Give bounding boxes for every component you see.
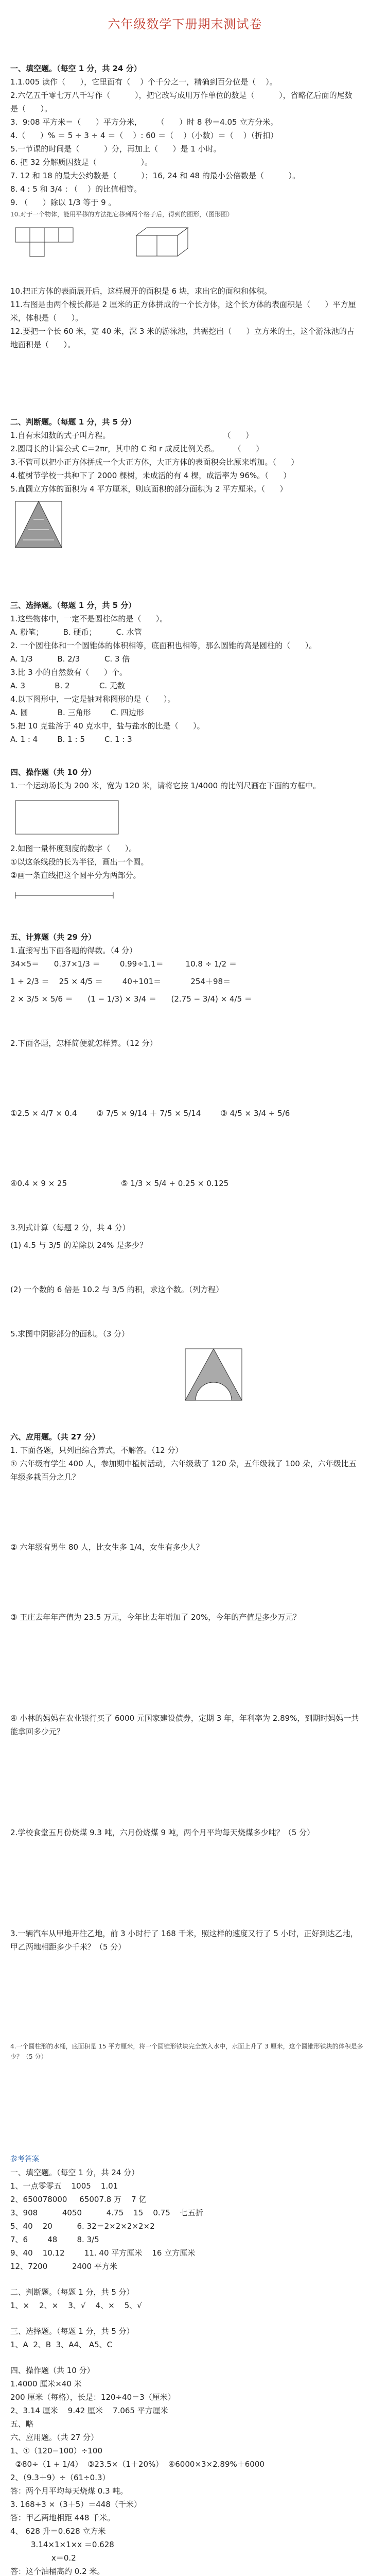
question-options: A. 粉笔； B. 硬币； C. 水管 xyxy=(10,628,142,637)
question-text: 7. 12 和 18 的最大公约数是（ ）；16, 24 和 48 的最小公倍数是（ ）。 xyxy=(10,171,301,180)
question-text: 1.1.005 读作（ ），它里面有（ ）个千分之一，精确到百分位是（ ）。 xyxy=(10,77,277,87)
question-text: 6. 把 32 分解质因数是（ ）。 xyxy=(10,158,153,167)
answers-heading: 参考答案 xyxy=(10,2155,39,2163)
question-text: 2.下面各题，怎样简便就怎样算。（12 分） xyxy=(10,1039,157,1048)
answer-line: 12、7200 2400 平方米 xyxy=(10,2262,117,2271)
figure-row xyxy=(0,496,370,561)
question-text: 12.要把一个长 60 米，宽 40 米，深 3 米的游泳池，共需挖出（ ）立方米的土，这个游泳池的占地面积是（ ）。 xyxy=(10,327,355,349)
answer-section-heading: 三、选择题。（每题 1 分，共 5 分） xyxy=(10,2327,134,2336)
section-operation-heading: 四、操作题（共 10 分） xyxy=(10,768,96,777)
answer-line: 4、 628 升＝0.628 立方米 xyxy=(10,2527,106,2536)
figure-row xyxy=(0,1341,370,1411)
answer-line: 答：甲乙两地相距 448 千米。 xyxy=(10,2513,115,2522)
answer-line: 2、650078000 65007.8 万 7 亿 xyxy=(10,2195,147,2204)
answer-line: 3、908 4050 4.75 15 0.75 七五折 xyxy=(10,2208,203,2217)
question-text: ② 六年级有男生 80 人，比女生多 1/4，女生有多少人？ xyxy=(10,1543,204,1552)
figure-row xyxy=(0,882,370,911)
equation-row: (2) 一个数的 6 倍是 10.2 与 3/5 的积，求这个数。（列方程） xyxy=(10,1285,224,1294)
answer-line: 1、①（120−100）÷100 xyxy=(10,2446,103,2455)
question-text: 1.直接写出下面各题的得数。（4 分） xyxy=(10,946,137,955)
answer-line: 200 厘米（每格），长是：120÷40＝3（厘米） xyxy=(10,2393,175,2402)
question-text: 10.把正方体的表面展开后，这样展开的面积是 6 块，求出它的面积和体积。 xyxy=(10,286,272,296)
equation-row: ①2.5 × 4/7 × 0.4 ② 7/5 × 9/14 ＋ 7/5 × 5/14 ③ 4/5 × 3/4 ÷ 5/6 xyxy=(10,1109,290,1118)
question-text: 4.植树节学校一共种下了 2000 棵树，未成活的有 4 棵，成活率为 96%。（ ） xyxy=(10,471,291,480)
question-text: ① 六年级有学生 400 人，参加期中植树活动，六年级栽了 120 朵，五年级栽了 100 朵，六年级比五年级多栽百分之几？ xyxy=(10,1459,357,1482)
question-text: ②画一条直线把这个圆平分为两部分。 xyxy=(10,871,141,880)
question-text: 3. 9:08 平方米＝（ ）平方分米， （ ）时 8 秒＝4.05 立方分米。 xyxy=(10,117,278,127)
figure-row xyxy=(0,219,370,284)
page-title: 六年级数学下册期末测试卷 xyxy=(108,17,262,31)
question-text: 2.圆周长的计算公式 C＝2πr，其中的 C 和 r 成反比例关系。 （ ） xyxy=(10,444,264,453)
question-text: 5.把 10 克盐溶于 40 克水中，盐与盐水的比是（ ）。 xyxy=(10,721,205,731)
answer-section-heading: 二、判断题。（每题 1 分，共 5 分） xyxy=(10,2287,134,2297)
answer-line: 3. 168÷3 ×（3＋5）＝448（千米） xyxy=(10,2500,142,2509)
equation-row: 2 × 3/5 × 5/6 ＝ (1 − 1/3) × 3/4 ＝ (2.75 − 3/4) × 4/5 ＝ xyxy=(10,994,252,1004)
question-text: 3.一辆汽车从甲地开往乙地，前 3 小时行了 168 千米，照这样的速度又行了 5 小时，正好到达乙地，甲乙两地相距多少千米？（5 分） xyxy=(10,1929,358,1952)
question-text: 1. 下面各题，只列出综合算式，不解答。（12 分） xyxy=(10,1446,183,1455)
answer-line: 3.14×1×1×x ＝0.628 xyxy=(31,2540,114,2549)
equation-row: 34×5＝ 0.37×1/3 ＝ 0.99÷1.1＝ 10.8 ÷ 1/2 ＝ xyxy=(10,959,237,969)
question-text: ④ 小林的妈妈在农业银行买了 6000 元国家建设债券，定期 3 年，年利率为 2.89%，到期时妈妈一共能拿回多少元？ xyxy=(10,1714,359,1736)
question-text: 4.一个圆柱形的水桶，底面积是 15 平方厘米，将一个圆锥形铁块完全放入水中，水面上升了 3 厘米，这个圆锥形铁块的体积是多少？（5 分） xyxy=(10,2043,363,2060)
question-text: ③ 王庄去年年产值为 23.5 万元，今年比去年增加了 20%，今年的产值是多少万元？ xyxy=(10,1613,301,1622)
drawing-box xyxy=(10,795,124,841)
question-text: 5.直圆立方体的面积为 4 平方厘米，则底面积的部分面积为 2 平方厘米。（ ） xyxy=(10,484,288,494)
line-segment-figure xyxy=(10,885,124,910)
section-calculation-heading: 五、计算题（共 29 分） xyxy=(10,933,96,942)
question-text: 11.右图是由两个棱长都是 2 厘米的正方体拼成的一个长方体，这个长方体的表面积是（ ）平方厘米，体积是（ ）。 xyxy=(10,300,356,323)
answer-line: 9、40 10.12 11. 40 平方厘米 16 立方厘米 xyxy=(10,2248,196,2258)
answer-section-heading: 五、略 xyxy=(10,2419,34,2429)
shaded-area-figure xyxy=(180,1344,252,1410)
shaded-triangle-figure xyxy=(10,499,72,554)
question-options: A. 圆 B. 三角形 C. 四边形 xyxy=(10,708,144,717)
question-text: 5.求图中阴影部分的面积。（3 分） xyxy=(10,1329,130,1338)
answer-line: 1.4000 厘米×40 米 xyxy=(10,2379,82,2388)
answer-line: ②80÷（1 + 1/4） ③23.5×（1＋20%） ④6000×3×2.89%＋6000 xyxy=(10,2460,265,2469)
equation-row: (1) 4.5 与 3/5 的差除以 24% 是多少？ xyxy=(10,1241,148,1250)
question-text: 2.如图一量杯度刻度的数字（ ）。 xyxy=(10,844,137,853)
cuboid-figure xyxy=(126,223,198,263)
question-text: 2.学校食堂五月份烧煤 9.3 吨，六月份烧煤 9 吨，两个月平均每天烧煤多少吨？（5 分） xyxy=(10,1828,315,1837)
section-application-heading: 六、应用题。（共 27 分） xyxy=(10,1432,100,1442)
question-note: 10.对于一个物体，能用平移的方法把它移到两个格子后，得到的图形，（图形图） xyxy=(10,211,234,218)
question-text: 3.比 3 小的自然数有（ ）个。 xyxy=(10,668,128,677)
answer-section-heading: 一、填空题。（每空 1 分，共 24 分） xyxy=(10,2168,139,2177)
question-text: 1.自有未知数的式子叫方程。 （ ） xyxy=(10,431,254,440)
question-text: 2. 一个圆柱体和一个圆锥体的体积相等，底面积也相等，那么圆锥的高是圆柱的（ ）。 xyxy=(10,641,317,650)
answer-line: 5、40 20 6. 32＝2×2×2×2×2 xyxy=(10,2222,155,2231)
question-text: 9. （ ）除以 1/3 等于 9 。 xyxy=(10,198,116,207)
question-text: 8. 4 : 5 和 3/4 : （ ）的比值相等。 xyxy=(10,184,142,194)
answer-line: 2、（9.3＋9）÷（61÷0.3） xyxy=(10,2473,110,2482)
question-text: 4.（ ）% ＝ 5 ÷ 3 ÷ 4 ＝（ ）: 60 ＝（ ）（小数）＝（ ）（折扣） xyxy=(10,131,278,140)
answer-line: 答：这个油桶高约 0.2 米。 xyxy=(10,2567,105,2576)
section-true-false-heading: 二、判断题。（每题 1 分，共 5 分） xyxy=(10,417,136,427)
answer-section-heading: 六、应用题。（共 27 分） xyxy=(10,2433,99,2442)
question-text: 3.不管可以把小正方体拼成一个大正方体，大正方体的表面积会比原来增加。（ ） xyxy=(10,457,299,467)
section-fill-blank-heading: 一、填空题。（每空 1 分，共 24 分） xyxy=(10,64,142,73)
answer-line: 7、6 48 8. 3/5 xyxy=(10,2235,99,2244)
equation-row: 1 ÷ 2/3 ＝ 25 × 4/5 ＝ 40÷101＝ 254＋98＝ xyxy=(10,977,231,986)
answer-section-heading: 四、操作题（共 10 分） xyxy=(10,2366,95,2375)
question-options: A. 1 : 4 B. 1 : 5 C. 1 : 3 xyxy=(10,735,132,744)
question-text: 1.这些物体中，一定不是圆柱体的是（ ）。 xyxy=(10,614,168,623)
answer-line: x＝0.2 xyxy=(51,2553,76,2563)
answer-line: 1、一点零零五 1005 1.01 xyxy=(10,2181,118,2191)
question-text: 5.一节课的时间是（ ）分，再加上（ ）是 1 小时。 xyxy=(10,144,221,154)
section-multiple-choice-heading: 三、选择题。（每题 1 分，共 5 分） xyxy=(10,601,136,610)
answer-line: 答：两个月平均每天烧煤 0.3 吨。 xyxy=(10,2486,128,2496)
answer-line: 1、× 2、× 3、√ 4、× 5、√ xyxy=(10,2301,142,2310)
question-text: 4.以下图形中，一定是轴对称图形的是（ ）。 xyxy=(10,694,175,704)
question-options: A. 3 B. 2 C. 无数 xyxy=(10,681,125,690)
question-text: 1.一个运动场长为 200 米，宽为 120 米，请将它按 1/4000 的比例尺画在下面的方框中。 xyxy=(10,781,321,790)
question-text: 2.六亿五千零七万八千写作（ ），把它改写成用万作单位的数是（ ），省略亿后面的尾数是（ ）。 xyxy=(10,91,353,113)
question-text: 3.列式计算（每题 2 分，共 4 分） xyxy=(10,1223,130,1232)
question-options: A. 1/3 B. 2/3 C. 3 倍 xyxy=(10,654,130,664)
question-text: ①以这条线段的长为半径，画出一个圆。 xyxy=(10,857,149,867)
answer-line: 2、3.14 厘米 9.42 厘米 7.065 平方厘米 xyxy=(10,2406,168,2415)
figure-row xyxy=(0,792,370,842)
answer-line: 1、A 2、B 3、A4、 A5、C xyxy=(10,2340,113,2349)
cube-net-figure xyxy=(10,223,93,263)
equation-row: ④0.4 × 9 × 25 ⑤ 1/3 × 5/4 + 0.25 × 0.125 xyxy=(10,1179,229,1188)
